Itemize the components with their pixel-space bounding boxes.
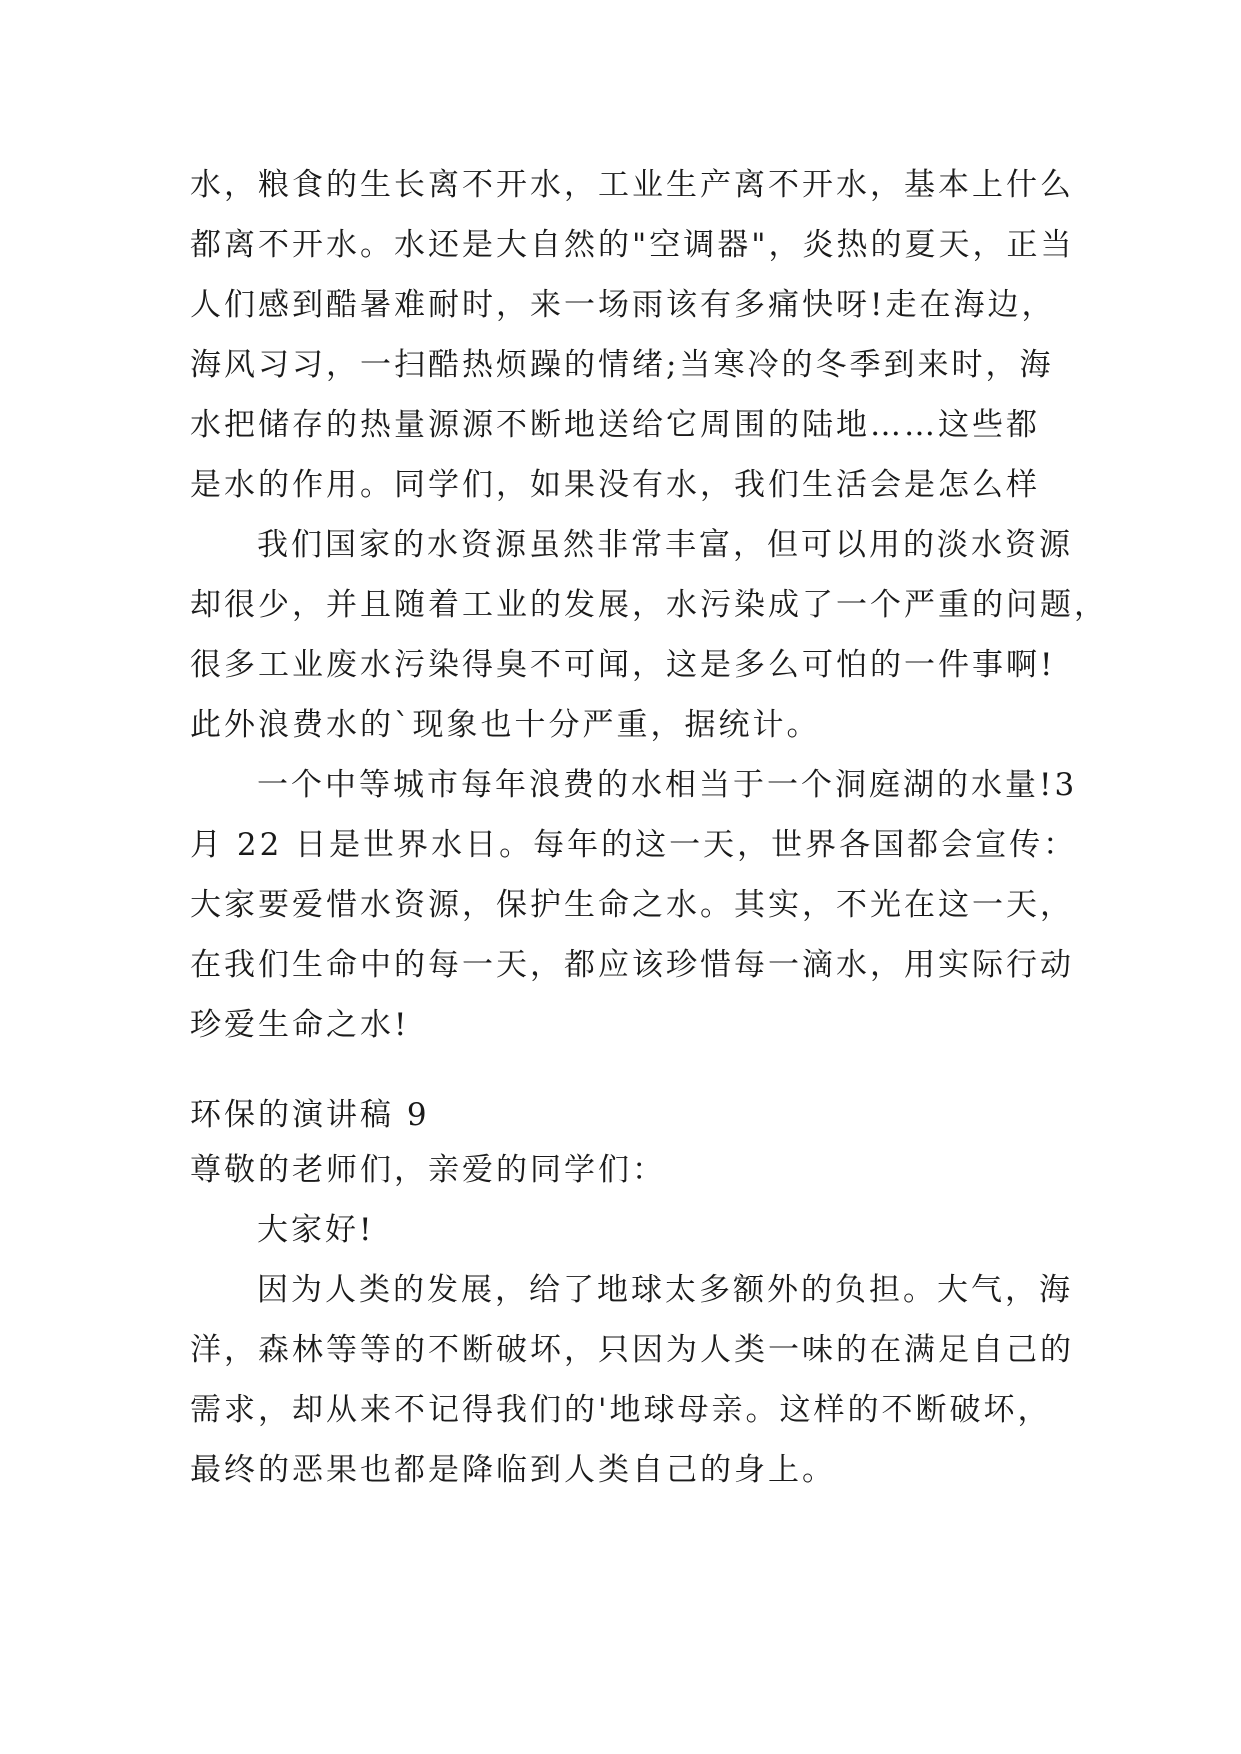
section-2-body bbox=[190, 1090, 1074, 1500]
paragraph-line: 在我们生命中的每一天，都应该珍惜每一滴水，用实际行动 bbox=[190, 947, 1074, 983]
paragraph-line: 洋，森林等等的不断破坏，只因为人类一味的在满足自己的 bbox=[190, 1332, 1074, 1368]
paragraph-line: 却很少，并且随着工业的发展，水污染成了一个严重的问题， bbox=[190, 587, 1108, 623]
paragraph-line: 一个中等城市每年浪费的水相当于一个洞庭湖的水量!3 bbox=[257, 767, 1078, 803]
section-1-body bbox=[190, 155, 1108, 1055]
paragraph-line: 都离不开水。水还是大自然的"空调器"，炎热的夏天，正当 bbox=[190, 227, 1075, 263]
paragraph-line: 水，粮食的生长离不开水，工业生产离不开水，基本上什么 bbox=[190, 167, 1074, 203]
paragraph-line: 此外浪费水的`现象也十分严重，据统计。 bbox=[190, 707, 821, 743]
paragraph-line: 珍爱生命之水! bbox=[190, 1007, 410, 1043]
paragraph-line: 因为人类的发展，给了地球太多额外的负担。大气，海 bbox=[257, 1272, 1073, 1308]
greeting: 大家好! bbox=[257, 1212, 375, 1248]
paragraph-line: 是水的作用。同学们，如果没有水，我们生活会是怎么样 bbox=[190, 467, 1040, 503]
paragraph-line: 人们感到酷暑难耐时，来一场雨该有多痛快呀!走在海边， bbox=[190, 287, 1056, 323]
paragraph-line: 最终的恶果也都是降临到人类自己的身上。 bbox=[190, 1452, 836, 1488]
paragraph-line: 海风习习，一扫酷热烦躁的情绪;当寒冷的冬季到来时，海 bbox=[190, 347, 1054, 383]
paragraph-line: 我们国家的水资源虽然非常丰富，但可以用的淡水资源 bbox=[257, 527, 1073, 563]
salutation: 尊敬的老师们，亲爱的同学们： bbox=[190, 1152, 666, 1188]
paragraph-line: 月 22 日是世界水日。每年的这一天，世界各国都会宣传： bbox=[190, 827, 1078, 863]
paragraph-line: 水把储存的热量源源不断地送给它周围的陆地……这些都 bbox=[190, 407, 1040, 443]
paragraph-line: 很多工业废水污染得臭不可闻，这是多么可怕的一件事啊! bbox=[190, 647, 1056, 683]
paragraph-line: 需求，却从来不记得我们的'地球母亲。这样的不断破坏， bbox=[190, 1392, 1052, 1428]
paragraph-line: 大家要爱惜水资源，保护生命之水。其实，不光在这一天， bbox=[190, 887, 1074, 923]
section-title: 环保的演讲稿 9 bbox=[190, 1097, 430, 1133]
